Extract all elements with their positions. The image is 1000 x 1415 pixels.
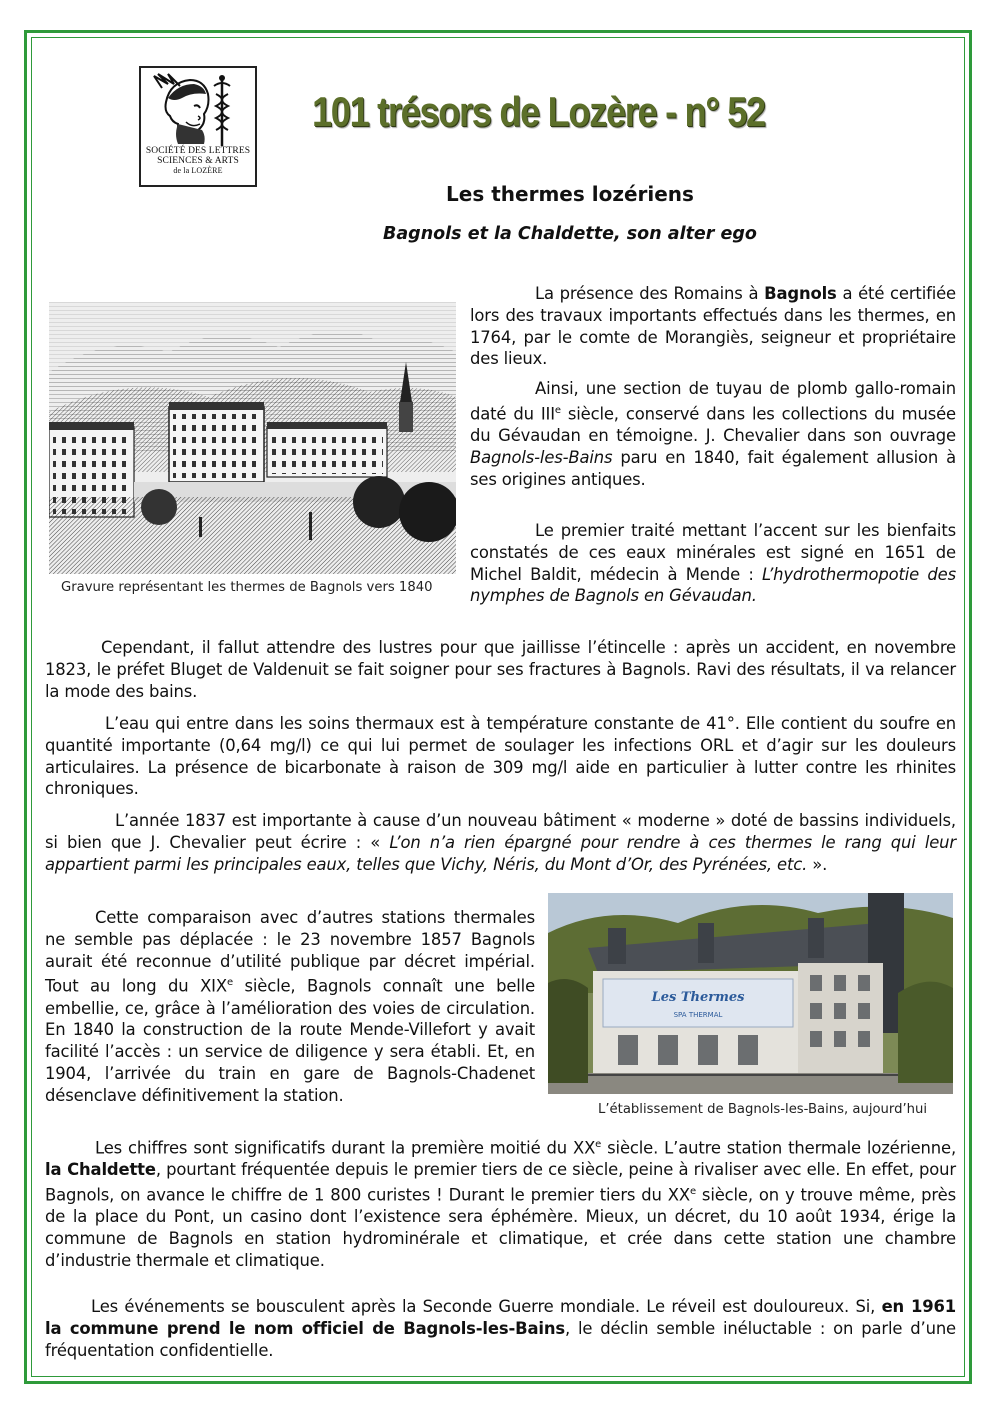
masthead-title: 101 trésors de Lozère - n° 52 [312, 88, 765, 135]
paragraph-9: Les événements se bousculent après la Seconde Guerre mondiale. Le réveil est douloureux. Si, en 1961 la commune prend le nom officiel de Bagnols-les-Bains, le déclin semble inéluctable : on parle d’une fréquentation confidentielle. [45, 1297, 956, 1360]
photo-sign-text: Les Thermes [651, 990, 745, 1005]
logo-line-2: SCIENCES & ARTS [157, 155, 239, 166]
photo-sign-subtext: SPA THERMAL [673, 1011, 723, 1019]
paragraph-2: Ainsi, une section de tuyau de plomb gallo-romain daté du IIIe siècle, conservé dans les collections du musée du Gévaudan en témoigne. J. Chevalier dans son ouvrage Bagnols-les-Bains paru en 1840, fait également allusion à ses origines antiques. [470, 379, 956, 489]
logo-line-1: SOCIÉTÉ DES LETTRES [145, 146, 251, 156]
photo-caption: L’établissement de Bagnols-les-Bains, aujourd’hui [598, 1102, 928, 1117]
article-subtitle: Bagnols et la Chaldette, son alter ego [383, 224, 757, 244]
society-logo [139, 66, 257, 187]
thermes-building-photo [548, 893, 953, 1094]
paragraph-7: Cette comparaison avec d’autres stations thermales ne semble pas déplacée : le 23 novembre 1857 Bagnols aurait été reconnue d’utilité publique par décret impérial. Tout au long du XIXe siècle, Bagnols connaît une belle embellie, ce, grâce à l’amélioration des voies de circulation. En 1840 la construction de la route Mende-Villefort y avait facilité l’accès : un service de diligence y sera établi. Et, en 1904, l’arrivée du train en gare de Bagnols-Chadenet désenclave définitivement la station. [45, 908, 535, 1105]
paragraph-4: Cependant, il fallut attendre des lustres pour que jaillisse l’étincelle : après un accident, en novembre 1823, le préfet Bluget de Valdenuit se fait soigner pour ses fractures à Bagnols. Ravi des résultats, il va relancer la mode des bains. [45, 638, 956, 701]
article-title: Les thermes lozériens [446, 182, 694, 206]
engraving-image [49, 302, 456, 574]
paragraph-3: Le premier traité mettant l’accent sur les bienfaits constatés de ces eaux minérales est signé en 1651 de Michel Baldit, médecin à Mende : L’hydrothermopotie des nymphes de Bagnols en Gévaudan. [470, 521, 956, 606]
paragraph-5: L’eau qui entre dans les soins thermaux est à température constante de 41°. Elle contient du soufre en quantité importante (0,64 mg/l) ce qui lui permet de soulager les infections ORL et d’agir sur les douleurs articulaires. La présence de bicarbonate à raison de 309 mg/l aide en particulier à lutter contre les rhinites chroniques. [45, 714, 956, 799]
paragraph-6: L’année 1837 est importante à cause d’un nouveau bâtiment « moderne » doté de bassins individuels, si bien que J. Chevalier peut écrire : « L’on n’a rien épargné pour rendre à ces thermes le rang qui leur appartient parmi les principales eaux, telles que Vichy, Néris, du Mont d’Or, des Pyrénées, etc. ». [45, 811, 956, 874]
logo-line-3: de la LOZÈRE [173, 166, 223, 175]
paragraph-1: La présence des Romains à Bagnols a été certifiée lors des travaux importants effectués dans les thermes, en 1764, par le comte de Morangiès, seigneur et propriétaire des lieux. [470, 284, 956, 369]
paragraph-8: Les chiffres sont significatifs durant la première moitié du XXe siècle. L’autre station thermale lozérienne, la Chaldette, pourtant fréquentée depuis le premier tiers de ce siècle, peine à rivaliser avec elle. En effet, pour Bagnols, on avance le chiffre de 1 800 curistes ! Durant le premier tiers du XXe siècle, on y trouve même, près de la place du Pont, un casino dont l’existence sera éphémère. Mieux, un décret, du 10 août 1934, érige la commune de Bagnols en station hydrominérale et climatique, et crée dans cette station une chambre d’industrie thermale et climatique. [45, 1138, 956, 1270]
hermes-head-caduceus-icon [148, 72, 248, 146]
engraving-caption: Gravure représentant les thermes de Bagnols vers 1840 [61, 580, 433, 595]
